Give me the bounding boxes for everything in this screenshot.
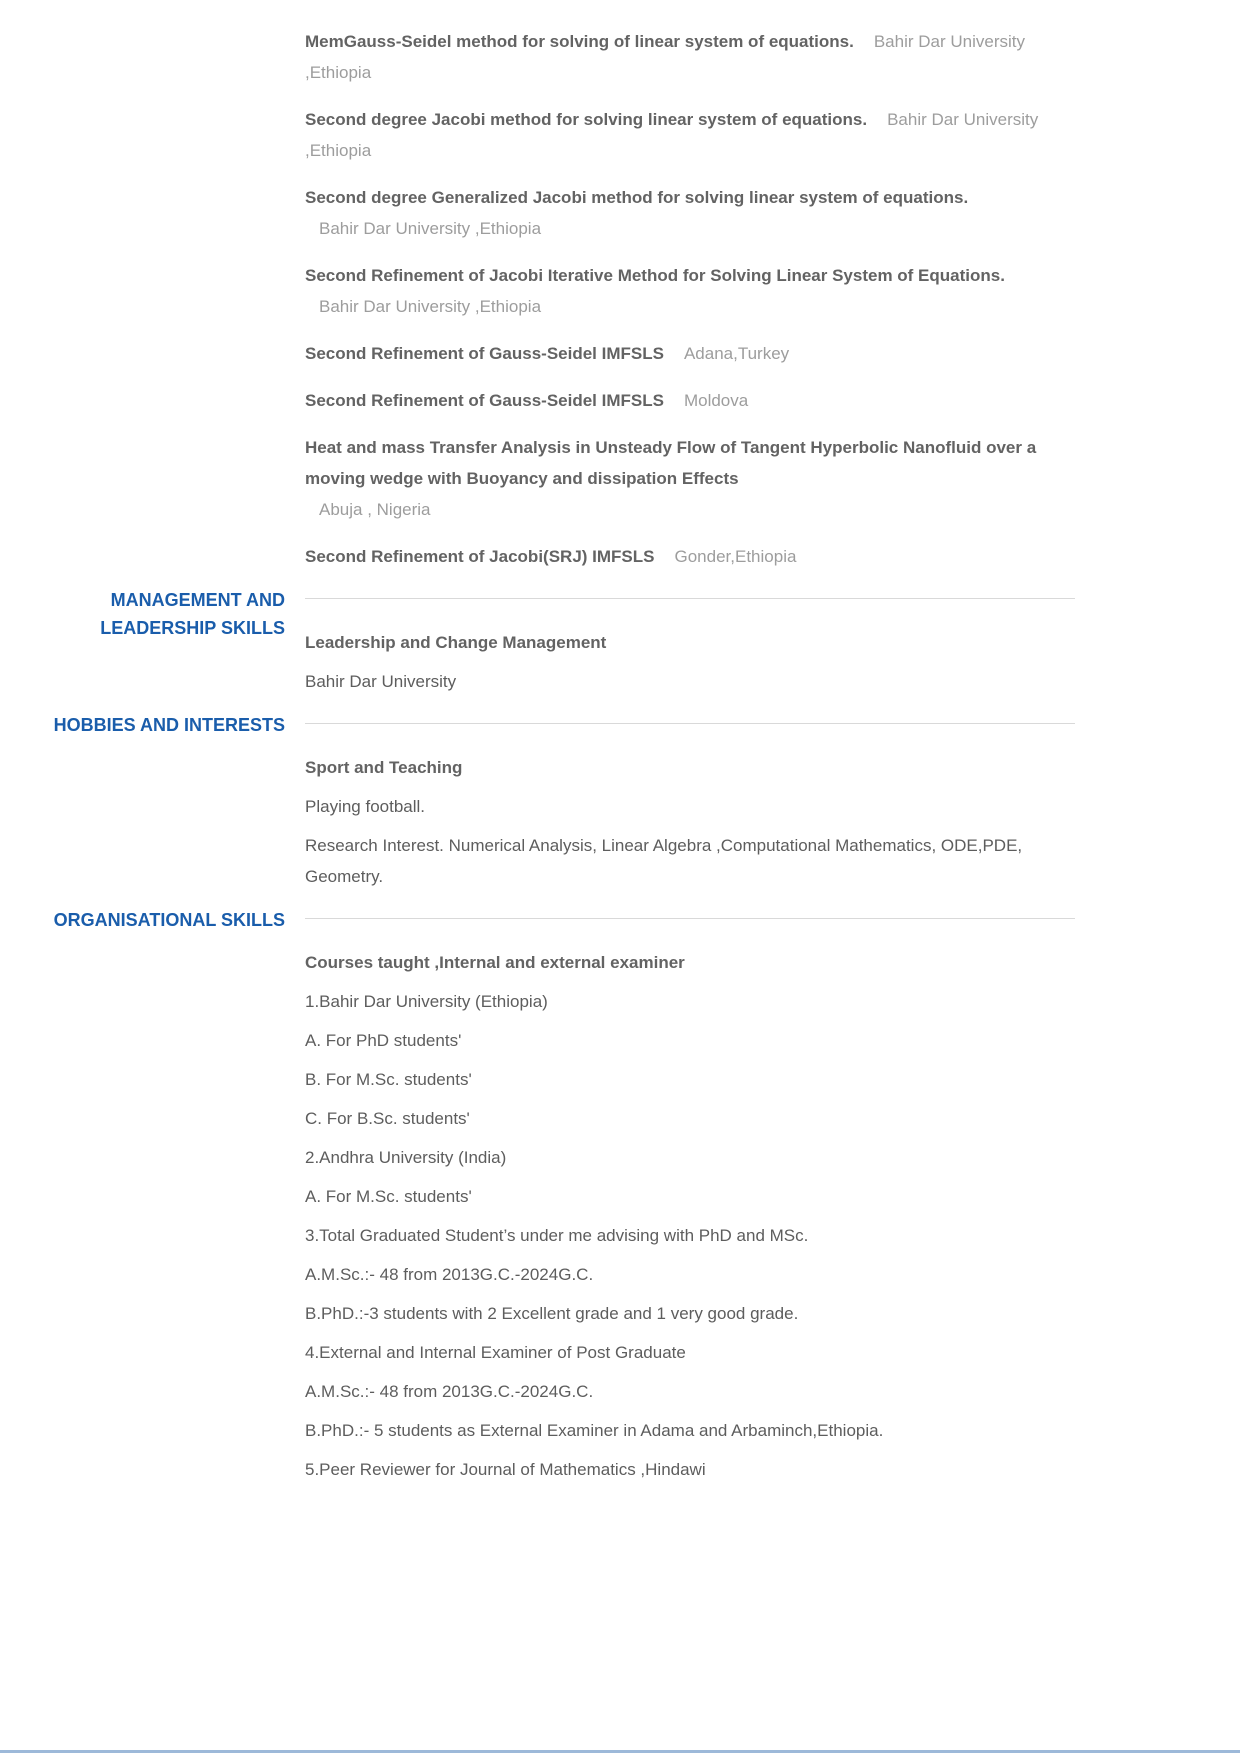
text-line: A. For PhD students' (305, 1031, 462, 1050)
publication-title: Second degree Jacobi method for solving linear system of equations. (305, 110, 868, 129)
text-line: B. For M.Sc. students' (305, 1070, 472, 1089)
section-divider (305, 918, 1075, 919)
text-line: 3.Total Graduated Student’s under me advising with PhD and MSc. (305, 1226, 809, 1245)
publication-item (305, 385, 1075, 416)
publication-location: Moldova (683, 391, 749, 410)
section-heading: MANAGEMENT AND LEADERSHIP SKILLS (100, 590, 285, 638)
publications-left-spacer (45, 26, 285, 572)
text-line: Playing football. (305, 797, 426, 816)
publication-location: Bahir Dar University ,Ethiopia (305, 32, 1025, 82)
publication-location: Abuja , Nigeria (319, 500, 431, 519)
text-line: 4.External and Internal Examiner of Post Graduate (305, 1343, 686, 1362)
section-subheading: Courses taught ,Internal and external examiner (305, 953, 685, 972)
publication-title: Second Refinement of Jacobi(SRJ) IMFSLS (305, 547, 655, 566)
section-divider (305, 723, 1075, 724)
publication-item (305, 182, 1075, 244)
text-line: 5.Peer Reviewer for Journal of Mathematics ,Hindawi (305, 1460, 706, 1479)
section-lines (305, 791, 1075, 892)
publication-item (305, 432, 1075, 525)
publication-title: MemGauss-Seidel method for solving of linear system of equations. (305, 32, 854, 51)
section-heading: ORGANISATIONAL SKILLS (53, 910, 285, 930)
publication-location: Bahir Dar University ,Ethiopia (305, 110, 1039, 160)
publications-section (45, 26, 1075, 572)
publication-location: Gonder,Ethiopia (674, 547, 797, 566)
publication-title: Heat and mass Transfer Analysis in Unsteady Flow of Tangent Hyperbolic Nanofluid over a moving wedge with Buoyancy and dissipation Effects (305, 438, 1037, 488)
text-line: 2.Andhra University (India) (305, 1148, 507, 1167)
publication-location: Adana,Turkey (683, 344, 790, 363)
publication-title: Second degree Generalized Jacobi method for solving linear system of equations. (305, 188, 969, 207)
publications-list (305, 26, 1075, 572)
publication-title: Second Refinement of Jacobi Iterative Method for Solving Linear System of Equations. (305, 266, 1005, 285)
section-subheading: Leadership and Change Management (305, 633, 607, 652)
section-heading: HOBBIES AND INTERESTS (53, 715, 285, 735)
publication-location: Bahir Dar University ,Ethiopia (319, 297, 542, 316)
section-divider (305, 598, 1075, 599)
text-line: B.PhD.:- 5 students as External Examiner in Adama and Arbaminch,Ethiopia. (305, 1421, 884, 1440)
publication-item (305, 26, 1075, 88)
publication-item (305, 104, 1075, 166)
text-line: A. For M.Sc. students' (305, 1187, 472, 1206)
text-line: B.PhD.:-3 students with 2 Excellent grade and 1 very good grade. (305, 1304, 799, 1323)
text-line: Bahir Dar University (305, 672, 457, 691)
text-line: C. For B.Sc. students' (305, 1109, 470, 1128)
publication-item (305, 260, 1075, 322)
text-line: Research Interest. Numerical Analysis, Linear Algebra ,Computational Mathematics, ODE,PDE, Geometry. (305, 836, 1023, 886)
section-subheading: Sport and Teaching (305, 758, 463, 777)
section-lines (305, 986, 1075, 1485)
publication-item (305, 541, 1075, 572)
publication-title: Second Refinement of Gauss-Seidel IMFSLS (305, 391, 664, 410)
text-line: A.M.Sc.:- 48 from 2013G.C.-2024G.C. (305, 1265, 594, 1284)
cv-section (45, 586, 1075, 697)
section-lines (305, 666, 1075, 697)
cv-sections (45, 586, 1075, 1485)
publication-location: Bahir Dar University ,Ethiopia (319, 219, 542, 238)
cv-section (45, 906, 1075, 1485)
text-line: 1.Bahir Dar University (Ethiopia) (305, 992, 548, 1011)
text-line: A.M.Sc.:- 48 from 2013G.C.-2024G.C. (305, 1382, 594, 1401)
cv-section (45, 711, 1075, 892)
publication-title: Second Refinement of Gauss-Seidel IMFSLS (305, 344, 664, 363)
publication-item (305, 338, 1075, 369)
